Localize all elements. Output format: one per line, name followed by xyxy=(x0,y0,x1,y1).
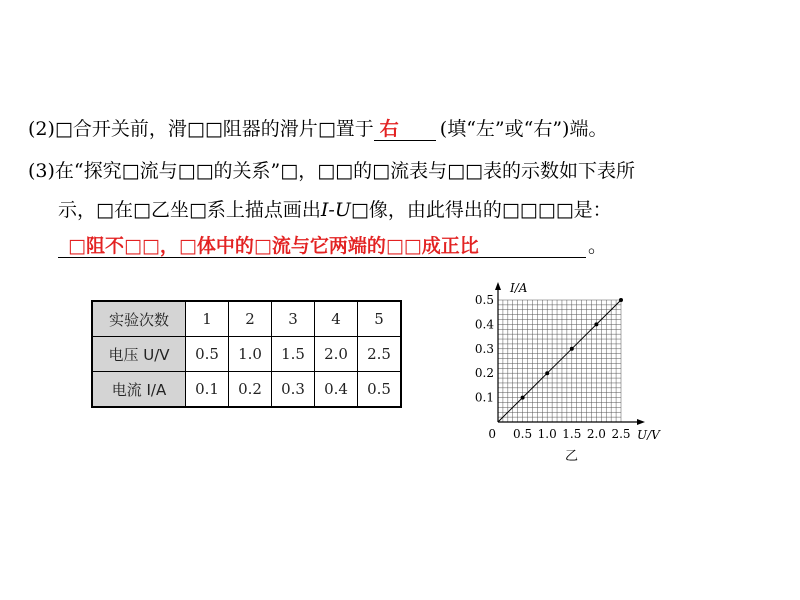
missing-glyph: □ xyxy=(186,118,205,140)
missing-glyph: □ xyxy=(177,160,196,182)
table-cell: 2.5 xyxy=(358,337,402,372)
missing-glyph: □ xyxy=(465,160,483,182)
table-cell: 1 xyxy=(186,301,229,337)
graph-caption: 乙 xyxy=(564,449,579,464)
y-axis-label: I/A xyxy=(510,281,528,295)
table-cell: 2.0 xyxy=(315,337,358,372)
missing-glyph: □ xyxy=(253,235,272,257)
iu-label: I-U xyxy=(320,199,351,221)
data-point xyxy=(570,347,574,351)
y-axis-arrow xyxy=(495,282,501,290)
question-3-line-2 xyxy=(58,197,612,223)
x-axis-arrow xyxy=(637,419,645,425)
text-segment: 乙坐 xyxy=(150,199,189,221)
table-cell: 2 xyxy=(229,301,272,337)
text-segment: 示， xyxy=(58,199,97,221)
text-segment: 。 xyxy=(588,235,608,257)
row-label: 电压 U/V xyxy=(92,337,186,372)
text-segment: 表的示数如下表所 xyxy=(483,160,636,182)
data-point xyxy=(594,322,598,326)
missing-glyph: □ xyxy=(204,118,223,140)
table-cell: 1.0 xyxy=(229,337,272,372)
missing-glyph: □ xyxy=(555,199,574,221)
missing-glyph: □ xyxy=(68,235,86,257)
missing-glyph: □ xyxy=(335,160,354,182)
question-3-line xyxy=(28,158,635,184)
text-segment: 阻器的滑片 xyxy=(222,118,318,140)
table-row xyxy=(92,372,401,408)
table-cell: 0.2 xyxy=(229,372,272,408)
table-row xyxy=(92,337,401,372)
text-segment: 合开关前，滑 xyxy=(72,118,187,140)
text-segment: 像，由此得出的 xyxy=(368,199,502,221)
missing-glyph: □ xyxy=(178,235,197,257)
x-tick-label: 0.5 xyxy=(513,427,533,441)
answer-blank-1 xyxy=(374,118,436,141)
y-tick-label: 0.4 xyxy=(474,317,494,332)
missing-glyph: □ xyxy=(195,160,214,182)
data-point xyxy=(545,371,549,375)
text-segment: 流表与 xyxy=(390,160,448,182)
missing-glyph: □ xyxy=(385,235,404,257)
iu-line xyxy=(498,300,621,422)
text-segment: (填“左”或“右”)端。 xyxy=(439,118,608,140)
question-2-line xyxy=(28,116,607,142)
missing-glyph: □ xyxy=(123,235,142,257)
table-cell: 3 xyxy=(272,301,315,337)
data-point xyxy=(521,396,525,400)
missing-glyph: □ xyxy=(132,199,151,221)
missing-glyph: □ xyxy=(280,160,299,182)
table-cell: 0.3 xyxy=(272,372,315,408)
missing-glyph: □ xyxy=(519,199,538,221)
table-cell: 0.1 xyxy=(186,372,229,408)
text-segment: 是： xyxy=(573,199,612,221)
row-label: 实验次数 xyxy=(92,301,186,337)
y-tick-label: 0.5 xyxy=(474,293,494,307)
missing-glyph: □ xyxy=(141,235,160,257)
missing-glyph: □ xyxy=(317,160,336,182)
table-cell: 5 xyxy=(358,301,402,337)
missing-glyph: □ xyxy=(537,199,556,221)
origin-label: 0 xyxy=(488,427,496,441)
missing-glyph: □ xyxy=(447,160,466,182)
missing-glyph: □ xyxy=(121,160,140,182)
question-number: (2) xyxy=(28,118,55,140)
y-tick-label: 0.2 xyxy=(474,366,494,381)
answer-line xyxy=(58,233,607,259)
table-cell: 0.5 xyxy=(358,372,402,408)
x-tick-label: 1.0 xyxy=(537,427,557,441)
text-segment: 在 xyxy=(113,199,133,221)
answer-text: 右 xyxy=(379,118,399,140)
x-axis-label: U/V xyxy=(637,428,660,442)
iu-graph xyxy=(470,280,680,470)
text-segment: ， xyxy=(298,160,318,182)
data-point xyxy=(619,298,623,302)
table-cell: 1.5 xyxy=(272,337,315,372)
row-label: 电流 I/A xyxy=(92,372,186,408)
missing-glyph: □ xyxy=(96,199,114,221)
text-segment: 系上描点画出 xyxy=(206,199,321,221)
table-row xyxy=(92,301,401,337)
missing-glyph: □ xyxy=(350,199,369,221)
missing-glyph: □ xyxy=(403,235,422,257)
text-segment: (3)在“探究 xyxy=(28,160,122,182)
text-segment: 置于 xyxy=(335,118,374,140)
answer-text: □阻不□□，□体中的□流与它两端的□□成正比 xyxy=(68,235,479,257)
table-cell: 4 xyxy=(315,301,358,337)
data-table xyxy=(91,300,402,408)
x-tick-label: 1.5 xyxy=(562,427,582,441)
missing-glyph: □ xyxy=(317,118,336,140)
missing-glyph: □ xyxy=(501,199,520,221)
missing-glyph: □ xyxy=(188,199,207,221)
y-tick-label: 0.1 xyxy=(474,390,494,405)
missing-glyph: □ xyxy=(372,160,391,182)
missing-glyph: □ xyxy=(54,118,73,140)
table-cell: 0.5 xyxy=(186,337,229,372)
text-segment: 的关系” xyxy=(213,160,281,182)
text-segment: 的 xyxy=(353,160,373,182)
table-cell: 0.4 xyxy=(315,372,358,408)
x-tick-label: 2.0 xyxy=(586,427,606,441)
answer-blank-2 xyxy=(58,235,586,258)
x-tick-label: 2.5 xyxy=(611,427,631,441)
text-segment: 流与 xyxy=(139,160,178,182)
y-tick-label: 0.3 xyxy=(474,341,494,356)
